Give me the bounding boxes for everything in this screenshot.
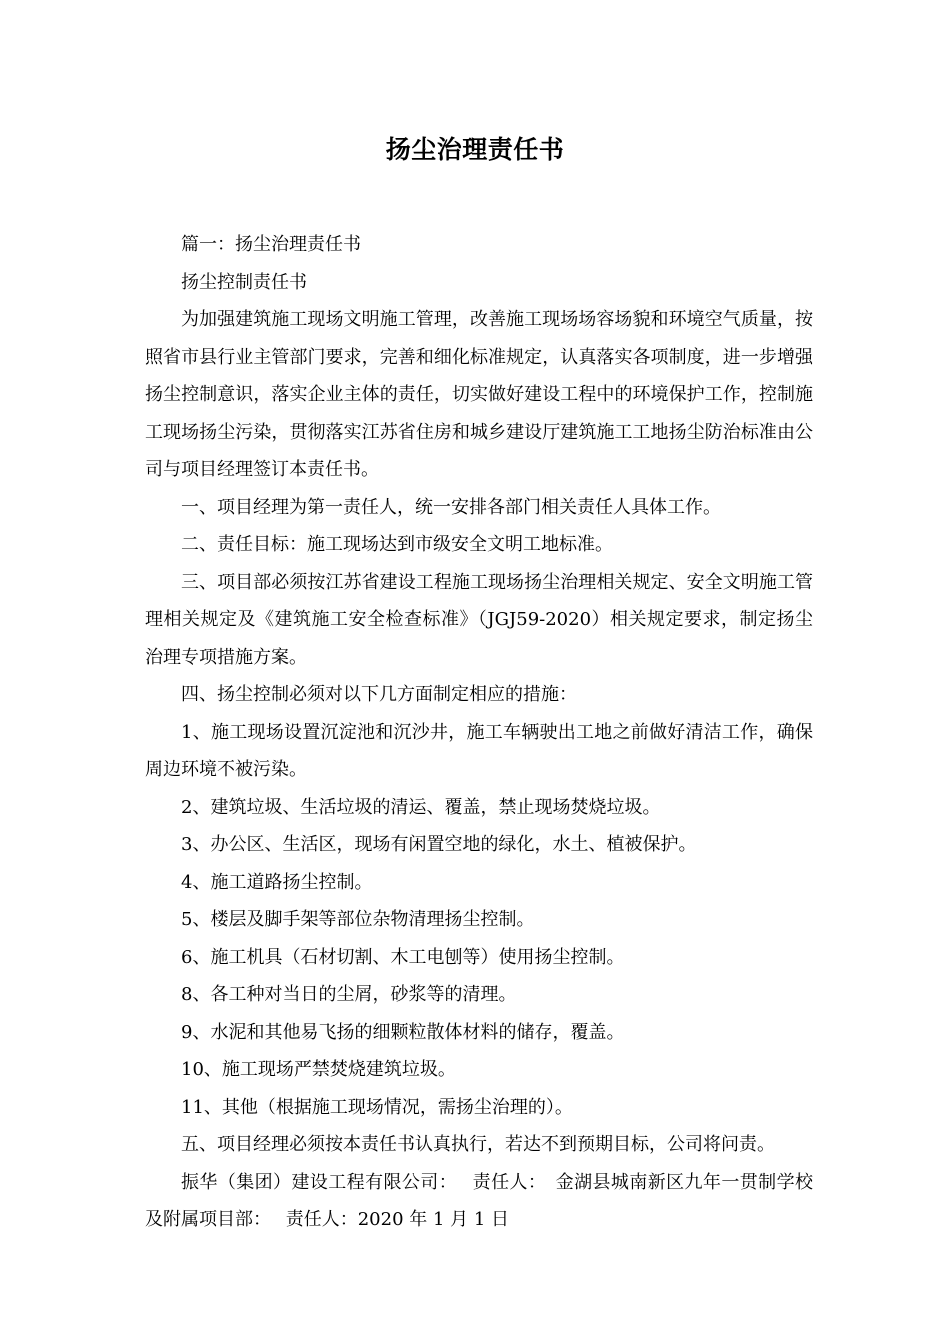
paragraph-clause-3: 三、项目部必须按江苏省建设工程施工现场扬尘治理相关规定、安全文明施工管理相关规定及《建筑施工安全检查标准》（JGJ59-2020）相关规定要求，制定扬尘治理专项措施方案。: [145, 571, 813, 668]
paragraph-measure-2: 2、建筑垃圾、生活垃圾的清运、覆盖，禁止现场焚烧垃圾。: [181, 796, 661, 818]
paragraph-measure-10: 10、施工现场严禁焚烧建筑垃圾。: [181, 1059, 456, 1080]
paragraph-subtitle: 扬尘控制责任书: [181, 271, 307, 293]
paragraph-signatures: 振华（集团）建设工程有限公司： 责任人： 金湖县城南新区九年一贯制学校及附属项目部： 责任人：2020 年 1 月 1 日: [145, 1171, 813, 1230]
paragraph-clause-5: 五、项目经理必须按本责任书认真执行，若达不到预期目标，公司将问责。: [181, 1134, 775, 1155]
paragraph-measure-1: 1、施工现场设置沉淀池和沉沙井，施工车辆驶出工地之前做好清洁工作，确保周边环境不被污染。: [145, 721, 813, 780]
paragraph-measure-8: 8、各工种对当日的尘屑，砂浆等的清理。: [181, 984, 517, 1005]
paragraph-measure-3: 3、办公区、生活区，现场有闲置空地的绿化，水土、植被保护。: [181, 834, 697, 855]
document-body: [145, 226, 813, 1239]
paragraph-measure-4: 4、施工道路扬尘控制。: [181, 871, 373, 893]
document-title: 扬尘治理责任书: [385, 135, 565, 164]
paragraph-clause-4: 四、扬尘控制必须对以下几方面制定相应的措施：: [181, 684, 577, 705]
paragraph-measure-6: 6、施工机具（石材切割、木工电刨等）使用扬尘控制。: [181, 946, 625, 968]
paragraph-measure-9: 9、水泥和其他易飞扬的细颗粒散体材料的储存，覆盖。: [181, 1021, 625, 1043]
paragraph-clause-2: 二、责任目标：施工现场达到市级安全文明工地标准。: [181, 534, 613, 555]
paragraph-section-heading: 篇一：扬尘治理责任书: [181, 234, 361, 255]
paragraph-intro: 为加强建筑施工现场文明施工管理，改善施工现场场容场貌和环境空气质量，按照省市县行业主管部门要求，完善和细化标准规定，认真落实各项制度，进一步增强扬尘控制意识，落实企业主体的责任，切实做好建设工程中的环境保护工作，控制施工现场扬尘污染，贯彻落实江苏省住房和城乡建设厅建筑施工工地扬尘防治标准由公司与项目经理签订本责任书。: [145, 309, 813, 480]
paragraph-clause-1: 一、项目经理为第一责任人，统一安排各部门相关责任人具体工作。: [181, 496, 721, 518]
paragraph-measure-5: 5、楼层及脚手架等部位杂物清理扬尘控制。: [181, 909, 535, 930]
paragraph-measure-11: 11、其他（根据施工现场情况，需扬尘治理的）。: [181, 1096, 573, 1118]
